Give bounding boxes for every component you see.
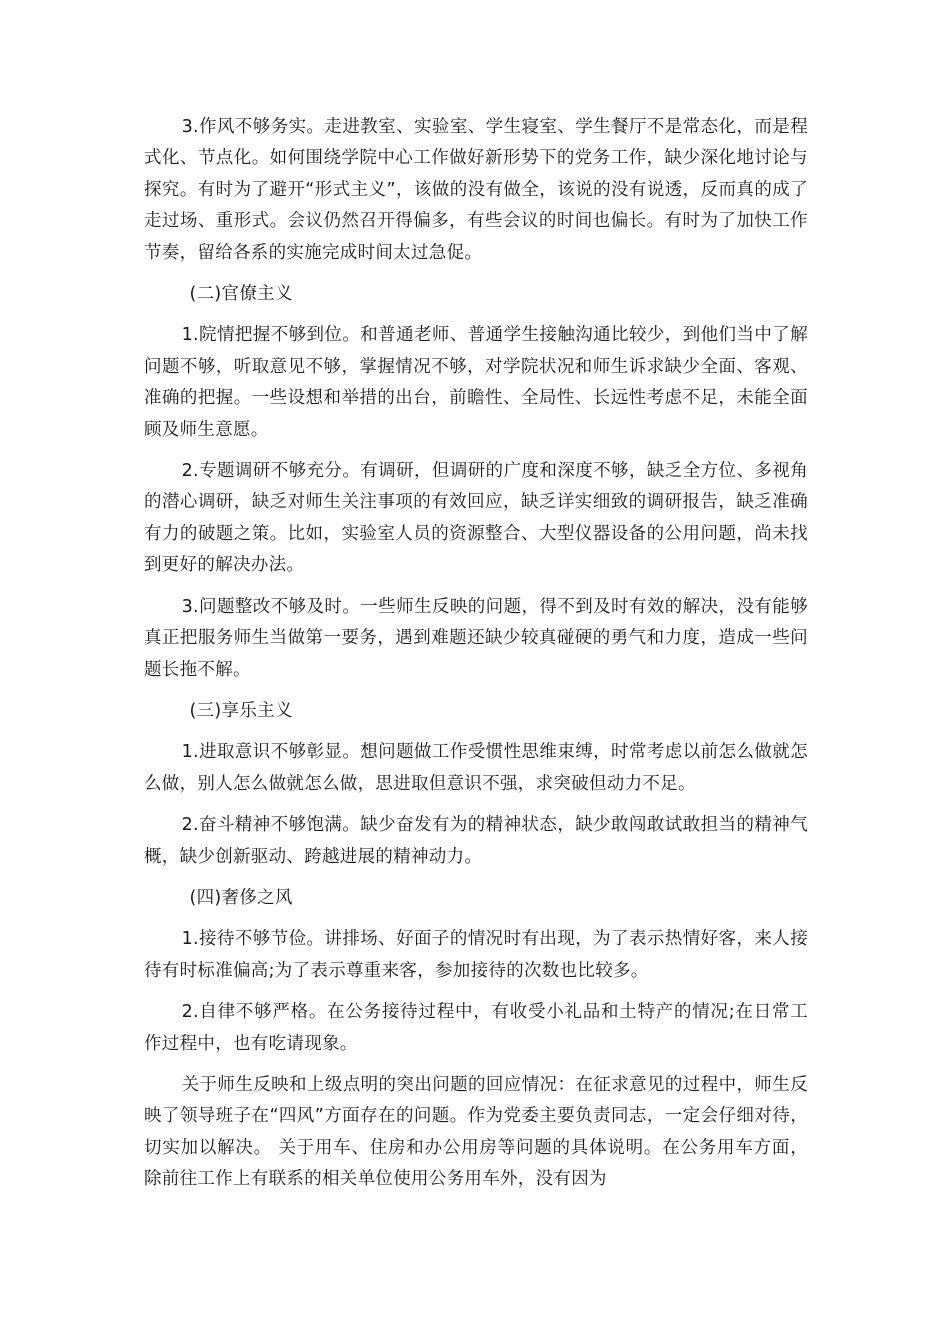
paragraph-enterprise: 1.进取意识不够彰显。想问题做工作受惯性思维束缚，时常考虑以前怎么做就怎么做，别人怎么做就怎么做，思进取但意识不强，求突破但动力不足。 — [144, 742, 808, 794]
paragraph-rectification: 3.问题整改不够及时。一些师生反映的问题，得不到及时有效的解决，没有能够真正把服务师生当做第一要务，遇到难题还缺少较真碰硬的勇气和力度，造成一些问题长拖不解。 — [144, 596, 808, 680]
paragraph-response: 关于师生反映和上级点明的突出问题的回应情况：在征求意见的过程中，师生反映了领导班子在“四风”方面存在的问题。作为党委主要负责同志，一定会仔细对待，切实加以解决。 关于用车、住房和办公用房等问题的具体说明。在公务用车方面，除前往工作上有联系的相关单位使用公务用车外，没有因为 — [144, 1074, 808, 1190]
section-heading-extravagance: (四)奢侈之风 — [189, 887, 293, 908]
paragraph-research: 2.专题调研不够充分。有调研，但调研的广度和深度不够，缺乏全方位、多视角的潜心调研，缺乏对师生关注事项的有效回应，缺乏详实细致的调研报告，缺乏准确有力的破题之策。比如，实验室人员的资源整合、大型仪器设备的公用问题，尚未找到更好的解决办法。 — [144, 461, 808, 576]
paragraph-reception: 1.接待不够节俭。讲排场、好面子的情况时有出现，为了表示热情好客，来人接待有时标准偏高;为了表示尊重来客，参加接待的次数也比较多。 — [144, 929, 808, 981]
paragraph-college-situation: 1.院情把握不够到位。和普通老师、普通学生接触沟通比较少，到他们当中了解问题不够，听取意见不够，掌握情况不够，对学院状况和师生诉求缺少全面、客观、准确的把握。一些设想和举措的出台，前瞻性、全局性、长远性考虑不足，未能全面顾及师生意愿。 — [144, 325, 808, 440]
paragraph-work-style: 3.作风不够务实。走进教室、实验室、学生寝室、学生餐厅不是常态化，而是程式化、节点化。如何围绕学院中心工作做好新形势下的党务工作，缺少深化地讨论与探究。有时为了避开“形式主义”，该做的没有做全，该说的没有说透，反而真的成了走过场、重形式。会议仍然召开得偏多，有些会议的时间也偏长。有时为了加快工作节奏，留给各系的实施完成时间太过急促。 — [144, 117, 808, 263]
paragraph-self-discipline: 2.自律不够严格。在公务接待过程中，有收受小礼品和土特产的情况;在日常工作过程中，也有吃请现象。 — [144, 1002, 808, 1054]
section-heading-hedonism: (三)享乐主义 — [189, 700, 293, 721]
section-heading-bureaucratism: (二)官僚主义 — [189, 284, 293, 305]
document-body — [144, 112, 808, 1206]
paragraph-striving: 2.奋斗精神不够饱满。缺少奋发有为的精神状态，缺少敢闯敢试敢担当的精神气概，缺少创新驱动、跨越进展的精神动力。 — [144, 815, 808, 867]
